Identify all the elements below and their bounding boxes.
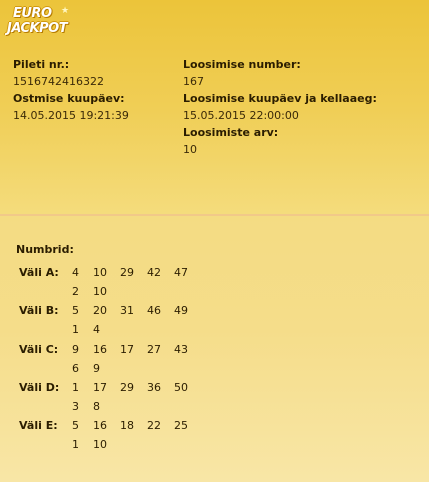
logo-text-jackpot: JACKPOT — [7, 21, 68, 36]
field-b-label: Väli B: — [19, 304, 59, 317]
field-c-number: 27 — [147, 343, 161, 356]
field-a-euro-number: 2 — [72, 285, 79, 298]
field-e-number: 16 — [93, 419, 107, 432]
field-a-number: 47 — [174, 266, 188, 279]
ticket-info-right — [183, 56, 377, 158]
draw-datetime-value: 15.05.2015 22:00:00 — [183, 109, 299, 122]
ticket-number-value: 1516742416322 — [13, 75, 104, 88]
numbers-title: Numbrid: — [16, 243, 74, 256]
field-b-number: 49 — [174, 304, 188, 317]
eurojackpot-logo — [7, 6, 79, 40]
field-e-label: Väli E: — [19, 419, 58, 432]
field-e-number: 25 — [174, 419, 188, 432]
draws-count-value: 10 — [183, 143, 197, 156]
field-e-number: 5 — [72, 419, 79, 432]
draw-number-label: Loosimise number: — [183, 58, 301, 71]
field-c-number: 16 — [93, 343, 107, 356]
field-e-number: 22 — [147, 419, 161, 432]
field-d-number: 1 — [72, 381, 79, 394]
field-a-label: Väli A: — [19, 266, 59, 279]
field-a-number: 4 — [72, 266, 79, 279]
field-e-euro-number: 1 — [72, 438, 79, 451]
field-b-euro-number: 1 — [72, 323, 79, 336]
draw-number-value: 167 — [183, 75, 204, 88]
field-d-number: 29 — [120, 381, 134, 394]
field-a-number: 29 — [120, 266, 134, 279]
field-c-euro-number: 9 — [93, 362, 100, 375]
purchase-date-value: 14.05.2015 19:21:39 — [13, 109, 129, 122]
field-c-number: 17 — [120, 343, 134, 356]
logo-text-euro: EURO — [13, 6, 52, 21]
draw-datetime-label: Loosimise kuupäev ja kellaaeg: — [183, 92, 377, 105]
ticket-info-left — [13, 56, 129, 124]
field-d-euro-number: 8 — [93, 400, 100, 413]
field-a-number: 10 — [93, 266, 107, 279]
field-a-euro-number: 10 — [93, 285, 107, 298]
field-b-number: 31 — [120, 304, 134, 317]
field-d-number: 17 — [93, 381, 107, 394]
field-b-euro-number: 4 — [93, 323, 100, 336]
field-b-number: 20 — [93, 304, 107, 317]
purchase-date-label: Ostmise kuupäev: — [13, 92, 125, 105]
ticket-number-label: Pileti nr.: — [13, 58, 70, 71]
logo-star-icon: ★ — [61, 6, 70, 16]
field-c-number: 43 — [174, 343, 188, 356]
field-b-number: 46 — [147, 304, 161, 317]
draws-count-label: Loosimiste arv: — [183, 126, 279, 139]
field-d-label: Väli D: — [19, 381, 60, 394]
field-d-euro-number: 3 — [72, 400, 79, 413]
field-d-number: 50 — [174, 381, 188, 394]
field-b-number: 5 — [72, 304, 79, 317]
field-d-number: 36 — [147, 381, 161, 394]
field-c-euro-number: 6 — [72, 362, 79, 375]
field-e-number: 18 — [120, 419, 134, 432]
field-e-euro-number: 10 — [93, 438, 107, 451]
field-a-number: 42 — [147, 266, 161, 279]
section-divider — [0, 214, 429, 216]
field-c-number: 9 — [72, 343, 79, 356]
field-c-label: Väli C: — [19, 343, 59, 356]
